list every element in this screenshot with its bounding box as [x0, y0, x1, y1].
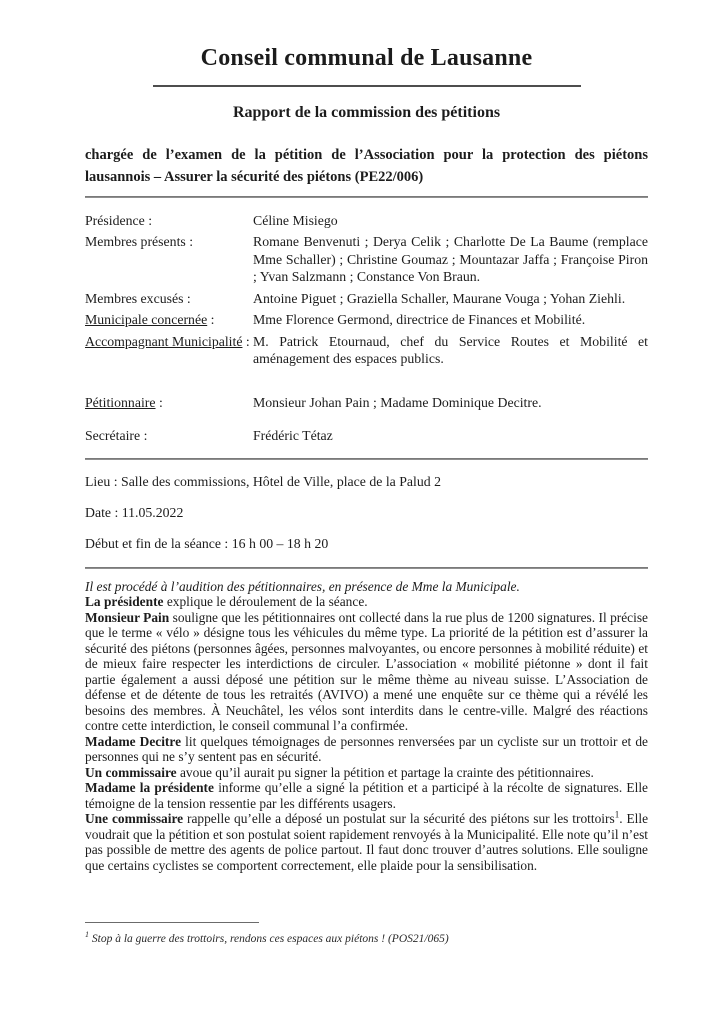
speaker-name: Un commissaire [85, 764, 177, 780]
detail-label-colon: : [207, 312, 215, 328]
detail-label-text: Présidence [85, 212, 145, 228]
minutes-intro: Il est procédé à l’audition des pétitionnaires, en présence de Mme la Municipale. [85, 578, 520, 594]
detail-label-colon: : [140, 428, 148, 444]
document-title: Conseil communal de Lausanne [200, 45, 533, 71]
detail-row-accompagnant-municipalite [85, 333, 648, 368]
detail-label-colon: : [155, 394, 163, 410]
detail-row-membres-excuses [85, 290, 648, 308]
detail-label-colon: : [183, 290, 191, 306]
detail-value: M. Patrick Etournaud, chef du Service Routes et Mobilité et aménagement des espaces publics. [253, 333, 648, 367]
detail-value: Monsieur Johan Pain ; Madame Dominique Decitre. [253, 394, 542, 410]
detail-value: Antoine Piguet ; Graziella Schaller, Maurane Vouga ; Yohan Ziehli. [253, 290, 626, 306]
report-subtitle: Rapport de la commission des pétitions [232, 103, 501, 121]
footnote-area [85, 922, 648, 947]
footnote-reference: 1 [614, 809, 620, 820]
section-divider-middle [85, 458, 648, 460]
paragraph-la-presidente [85, 594, 648, 610]
detail-value: Céline Misiego [253, 212, 338, 228]
meta-lieu: Lieu : Salle des commissions, Hôtel de Ville, place de la Palud 2 [85, 474, 442, 490]
detail-label-colon: : [242, 333, 250, 349]
paragraph-monsieur-pain [85, 610, 648, 734]
minutes-body [85, 579, 648, 874]
paragraph-text-continued: . Elle voudrait que la pétition et son postulat soient rapidement renvoyés à la Municipalité. Elle note qu’il n’est pas possible de mettre des agents de police partout. Il faut donc trouver d’autres solutions. Elle souligne que certains cyclistes se comportent correctement, elle plaide pour la sensibilisation. [85, 811, 649, 873]
footnote-text [85, 932, 648, 947]
footnote-content: Stop à la guerre des trottoirs, rendons ces espaces aux piétons ! (POS21/065) [91, 933, 449, 945]
meta-date: Date : 11.05.2022 [85, 505, 184, 521]
detail-value: Mme Florence Germond, directrice de Finances et Mobilité. [253, 312, 586, 328]
detail-label [85, 212, 253, 230]
speaker-name: Madame Decitre [85, 733, 182, 749]
detail-row-secretaire [85, 427, 648, 445]
paragraph-text: rappelle qu’elle a déposé un postulat sur la sécurité des piétons sur les trottoirs [187, 811, 615, 827]
footnote-separator [85, 922, 259, 923]
detail-label-text: Pétitionnaire [85, 394, 156, 410]
section-divider-top [85, 196, 648, 198]
detail-label-text: Membres excusés [85, 290, 184, 306]
detail-label-colon: : [185, 234, 194, 250]
detail-label [85, 233, 253, 286]
speaker-name: Une commissaire [85, 811, 184, 827]
paragraph-un-commissaire [85, 765, 648, 781]
paragraph-text: souligne que les pétitionnaires ont collecté dans la rue plus de 1200 signatures. Il précise que le terme « vélo » désigne tous les véhicules du même type. La priorité de la pétition est d’assurer la sécurité des piétons (personnes âgées, personnes malvoyantes, ou encore personnes à mobilité réduite) et de mieux faire respecter les interdictions de circuler. L’association « mobilité piétonne » dont il fait partie également a aussi déposé une pétition sur le même thème au niveau suisse. L’Association de défense et de détente de tous les retraités (AVIVO) a mené une enquête sur ce thème qui a révélé les besoins des membres. À Neuchâtel, les vélos sont interdits dans le centre-ville. Malgré des réactions contre cette interdiction, le conseil communal l’a confirmée. [85, 609, 648, 734]
meta-seance: Début et fin de la séance : 16 h 00 – 18 h 20 [85, 536, 329, 552]
detail-label-text: Secrétaire [85, 428, 141, 444]
detail-label [85, 311, 253, 329]
detail-label [85, 394, 253, 412]
detail-label-text: Accompagnant Municipalité [85, 333, 243, 349]
paragraph-une-commissaire [85, 811, 648, 873]
speaker-name: Monsieur Pain [85, 609, 170, 625]
footnote-marker: 1 [85, 930, 89, 940]
title-underline [153, 85, 581, 87]
detail-row-membres-presents [85, 233, 648, 286]
paragraph-text: informe qu’elle a signé la pétition et a participé à la récolte de signatures. Elle témoigne de la tension ressentie par les différents usagers. [85, 780, 648, 811]
paragraph-text: lit quelques témoignages de personnes renversées par un cycliste sur un trottoir et de personnes qui ne s’y sentent pas en sécurité. [85, 733, 648, 765]
paragraph-text: explique le déroulement de la séance. [166, 594, 368, 610]
detail-value: Romane Benvenuti ; Derya Celik ; Charlotte De La Baume (remplace Mme Schaller) ; Christine Goumaz ; Mountazar Jaffa ; Françoise Piron ; Yvan Salzmann ; Constance Von Braun. [253, 234, 648, 285]
detail-label [85, 427, 253, 445]
detail-label-colon: : [144, 212, 153, 228]
details-list [85, 212, 648, 445]
detail-label-text: Municipale concernée [85, 312, 208, 328]
paragraph-madame-decitre [85, 734, 648, 765]
paragraph-madame-la-presidente [85, 780, 648, 811]
mandate-text: chargée de l’examen de la pétition de l’Association pour la protection des piétons lausannois – Assurer la sécurité des piétons (PE22/006) [85, 146, 648, 185]
paragraph-text: avoue qu’il aurait pu signer la pétition et partage la crainte des pétitionnaires. [179, 764, 594, 780]
detail-value: Frédéric Tétaz [253, 428, 333, 444]
detail-row-municipale-concernee [85, 311, 648, 329]
detail-label [85, 290, 253, 308]
meeting-meta [85, 473, 648, 553]
speaker-name: Madame la présidente [85, 780, 214, 796]
detail-row-presidence [85, 212, 648, 230]
detail-row-petitionnaire [85, 394, 648, 412]
detail-label-text: Membres présents [85, 234, 186, 250]
section-divider-bottom [85, 567, 648, 569]
speaker-name: La présidente [85, 594, 164, 610]
detail-label [85, 333, 253, 368]
